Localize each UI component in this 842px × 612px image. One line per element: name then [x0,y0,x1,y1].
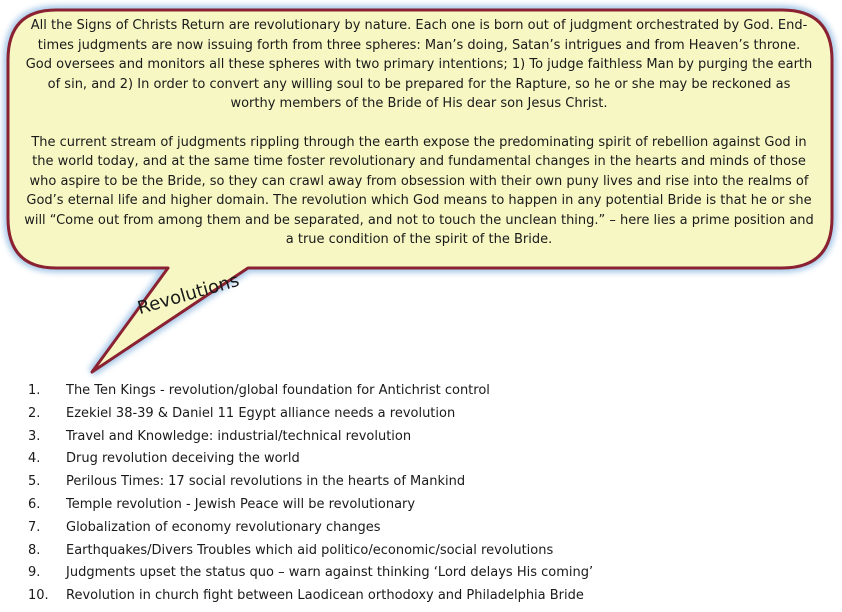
list-item-number: 5. [28,474,41,490]
list-item-number: 2. [28,405,41,421]
list-item [28,562,593,585]
list-item-number: 6. [28,496,41,512]
list-item [28,471,593,494]
list-item-number: 4. [28,451,41,467]
bubble-paragraph-1: All the Signs of Christs Return are revolutionary by nature. Each one is born out of judgment orchestrated by God. End-times judgments are now issuing forth from three spheres: Man’s doing, Satan’s intrigues and from Heaven’s throne. God oversees and monitors all these spheres with two primary intentions; 1) To judge faithless Man by purging the earth of sin, and 2) In order to convert any willing soul to be prepared for the Rapture, so he or she may be reckoned as worthy members of the Bride of His dear son Jesus Christ. [25,18,813,111]
bubble-paragraph-2: The current stream of judgments rippling through the earth expose the predominating spirit of rebellion against God in the world today, and at the same time foster revolutionary and fundamental changes in the hearts and minds of those who aspire to be the Bride, so they can crawl away from obsession with their own puny lives and rise into the realms of God’s eternal life and higher domain. The revolution which God means to happen in any potential Bride is that he or she will “Come out from among them and be separated, and not to touch the unclean thing.” – here lies a prime position and a true condition of the spirit of the Bride. [24,134,814,247]
list-item [28,540,593,563]
revolutions-list [28,380,593,608]
list-item-text: Globalization of economy revolutionary changes [66,519,381,535]
list-item-text: Perilous Times: 17 social revolutions in the hearts of Mankind [66,474,466,490]
list-item [28,426,593,449]
list-item-number: 9. [28,565,41,581]
list-item-text: The Ten Kings - revolution/global foundation for Antichrist control [66,383,490,398]
list-item-text: Earthquakes/Divers Troubles which aid politico/economic/social revolutions [66,542,554,558]
list-item-text: Revolution in church fight between Laodicean orthodoxy and Philadelphia Bride [66,588,584,604]
list-item-number: 8. [28,542,41,558]
list-item-text: Drug revolution deceiving the world [66,451,300,467]
list-item [28,448,593,471]
list-item-text: Temple revolution - Jewish Peace will be revolutionary [66,496,416,512]
list-item-text: Travel and Knowledge: industrial/technical revolution [66,428,412,444]
list-item [28,585,593,608]
list-item-number: 7. [28,519,41,535]
callout-label: Revolutions [135,269,242,319]
bubble-text [24,16,814,250]
list-item-number: 10. [28,588,49,604]
list-item-text: Judgments upset the status quo – warn against thinking ‘Lord delays His coming’ [66,565,594,581]
list-item-text: Ezekiel 38-39 & Daniel 11 Egypt alliance needs a revolution [66,405,456,421]
list-item [28,380,593,403]
list-item [28,494,593,517]
list-item-number: 1. [28,383,41,398]
list-item [28,517,593,540]
list-item [28,403,593,426]
list-item-number: 3. [28,428,41,444]
